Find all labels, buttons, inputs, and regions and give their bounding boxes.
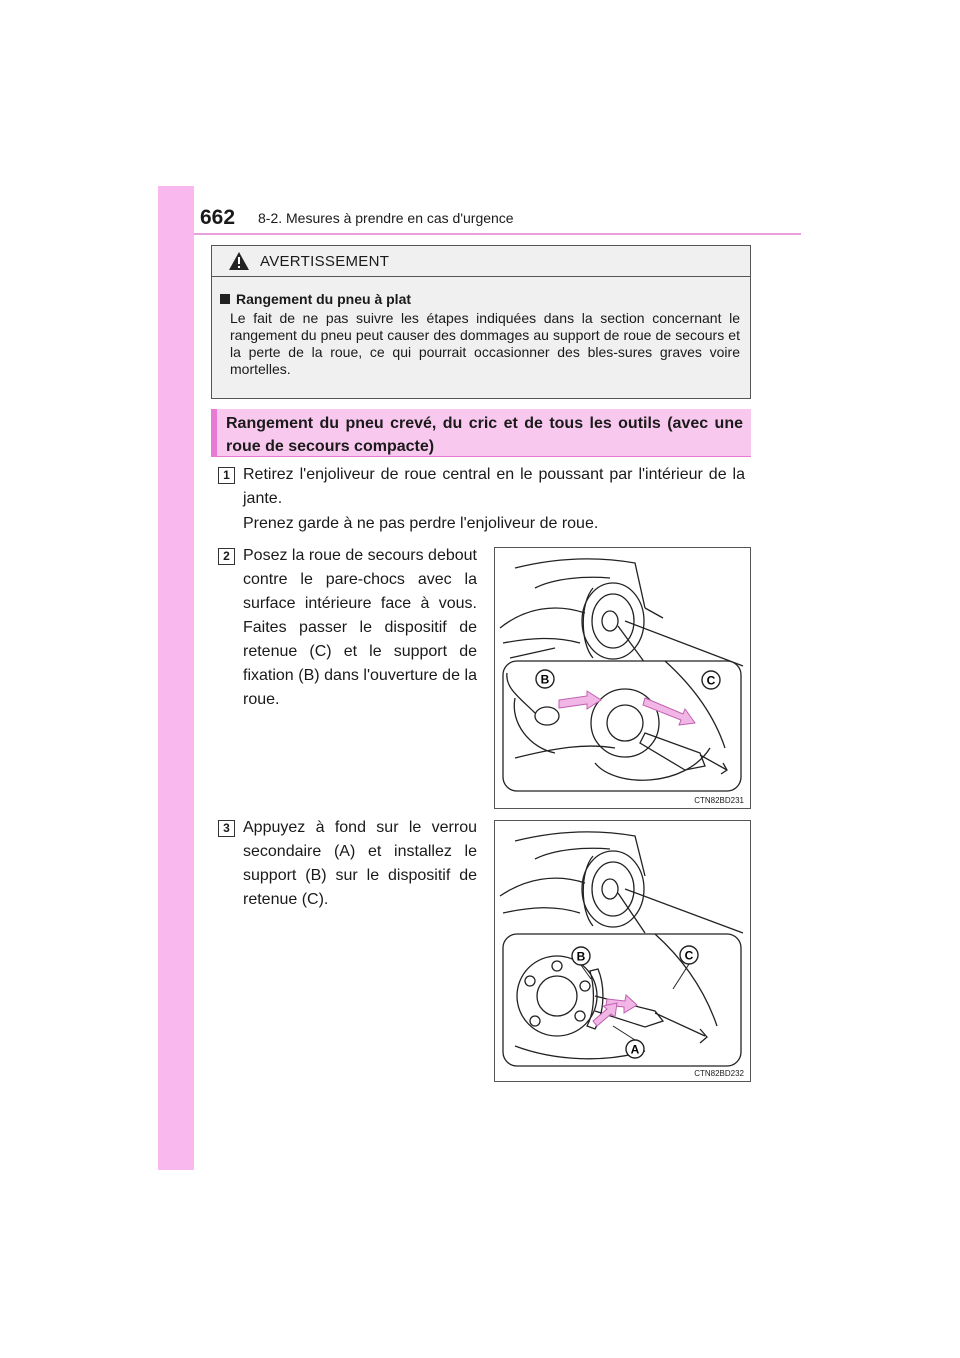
figure-bracket-installation <box>494 820 751 1082</box>
warning-label: AVERTISSEMENT <box>260 252 390 270</box>
page-number: 662 <box>200 206 236 229</box>
section-heading-text: Rangement du pneu crevé, du cric et de tous les outils (avec une roue de secours compacte) <box>226 415 743 455</box>
warning-subtitle-text: Rangement du pneu à plat <box>236 291 412 307</box>
step-1-note: Prenez garde à ne pas perdre l'enjoliveur de roue. <box>243 515 599 532</box>
step-1-text: Retirez l'enjoliveur de roue central en le poussant par l'intérieur de la jante. <box>243 466 745 507</box>
header-section-title: 8-2. Mesures à prendre en cas d'urgence <box>258 210 514 226</box>
warning-body: Le fait de ne pas suivre les étapes indiquées dans la section concernant le rangement du pneu peut causer des dommages au support de roue de secours et la perte de la roue, ce qui pourrait occasionner des bles-sures graves voire mortelles. <box>230 310 740 377</box>
section-heading <box>211 409 751 457</box>
callout-b: B <box>576 949 586 964</box>
chapter-side-band <box>158 186 194 1170</box>
figure-code: CTN82BD232 <box>694 1069 744 1078</box>
warning-triangle-icon <box>228 251 250 271</box>
warning-box <box>211 245 751 399</box>
warning-header <box>212 246 750 277</box>
step-number-2: 2 <box>218 548 235 565</box>
step-number-3: 3 <box>218 820 235 837</box>
header-rule <box>194 233 801 235</box>
callout-a: A <box>630 1042 640 1057</box>
bullet-square-icon <box>220 294 230 304</box>
callout-b: B <box>540 672 550 687</box>
callout-c: C <box>706 673 716 688</box>
figure-spare-wheel-placement <box>494 547 751 809</box>
step-2-text: Posez la roue de secours debout contre le pare-chocs avec la surface intérieure face à vous. Faites passer le dispositif de retenue (C) et le support de fixation (B) dans l'ouverture de la roue. <box>243 547 477 708</box>
step-3-text: Appuyez à fond sur le verrou secondaire (A) et installez le support (B) sur le dispositif de retenue (C). <box>243 819 477 908</box>
figure-code: CTN82BD231 <box>694 796 744 805</box>
bracket-installation-illustration <box>495 821 750 1081</box>
step-number-1: 1 <box>218 467 235 484</box>
spare-wheel-illustration <box>495 548 750 808</box>
callout-c: C <box>684 948 694 963</box>
warning-subtitle <box>220 291 740 307</box>
